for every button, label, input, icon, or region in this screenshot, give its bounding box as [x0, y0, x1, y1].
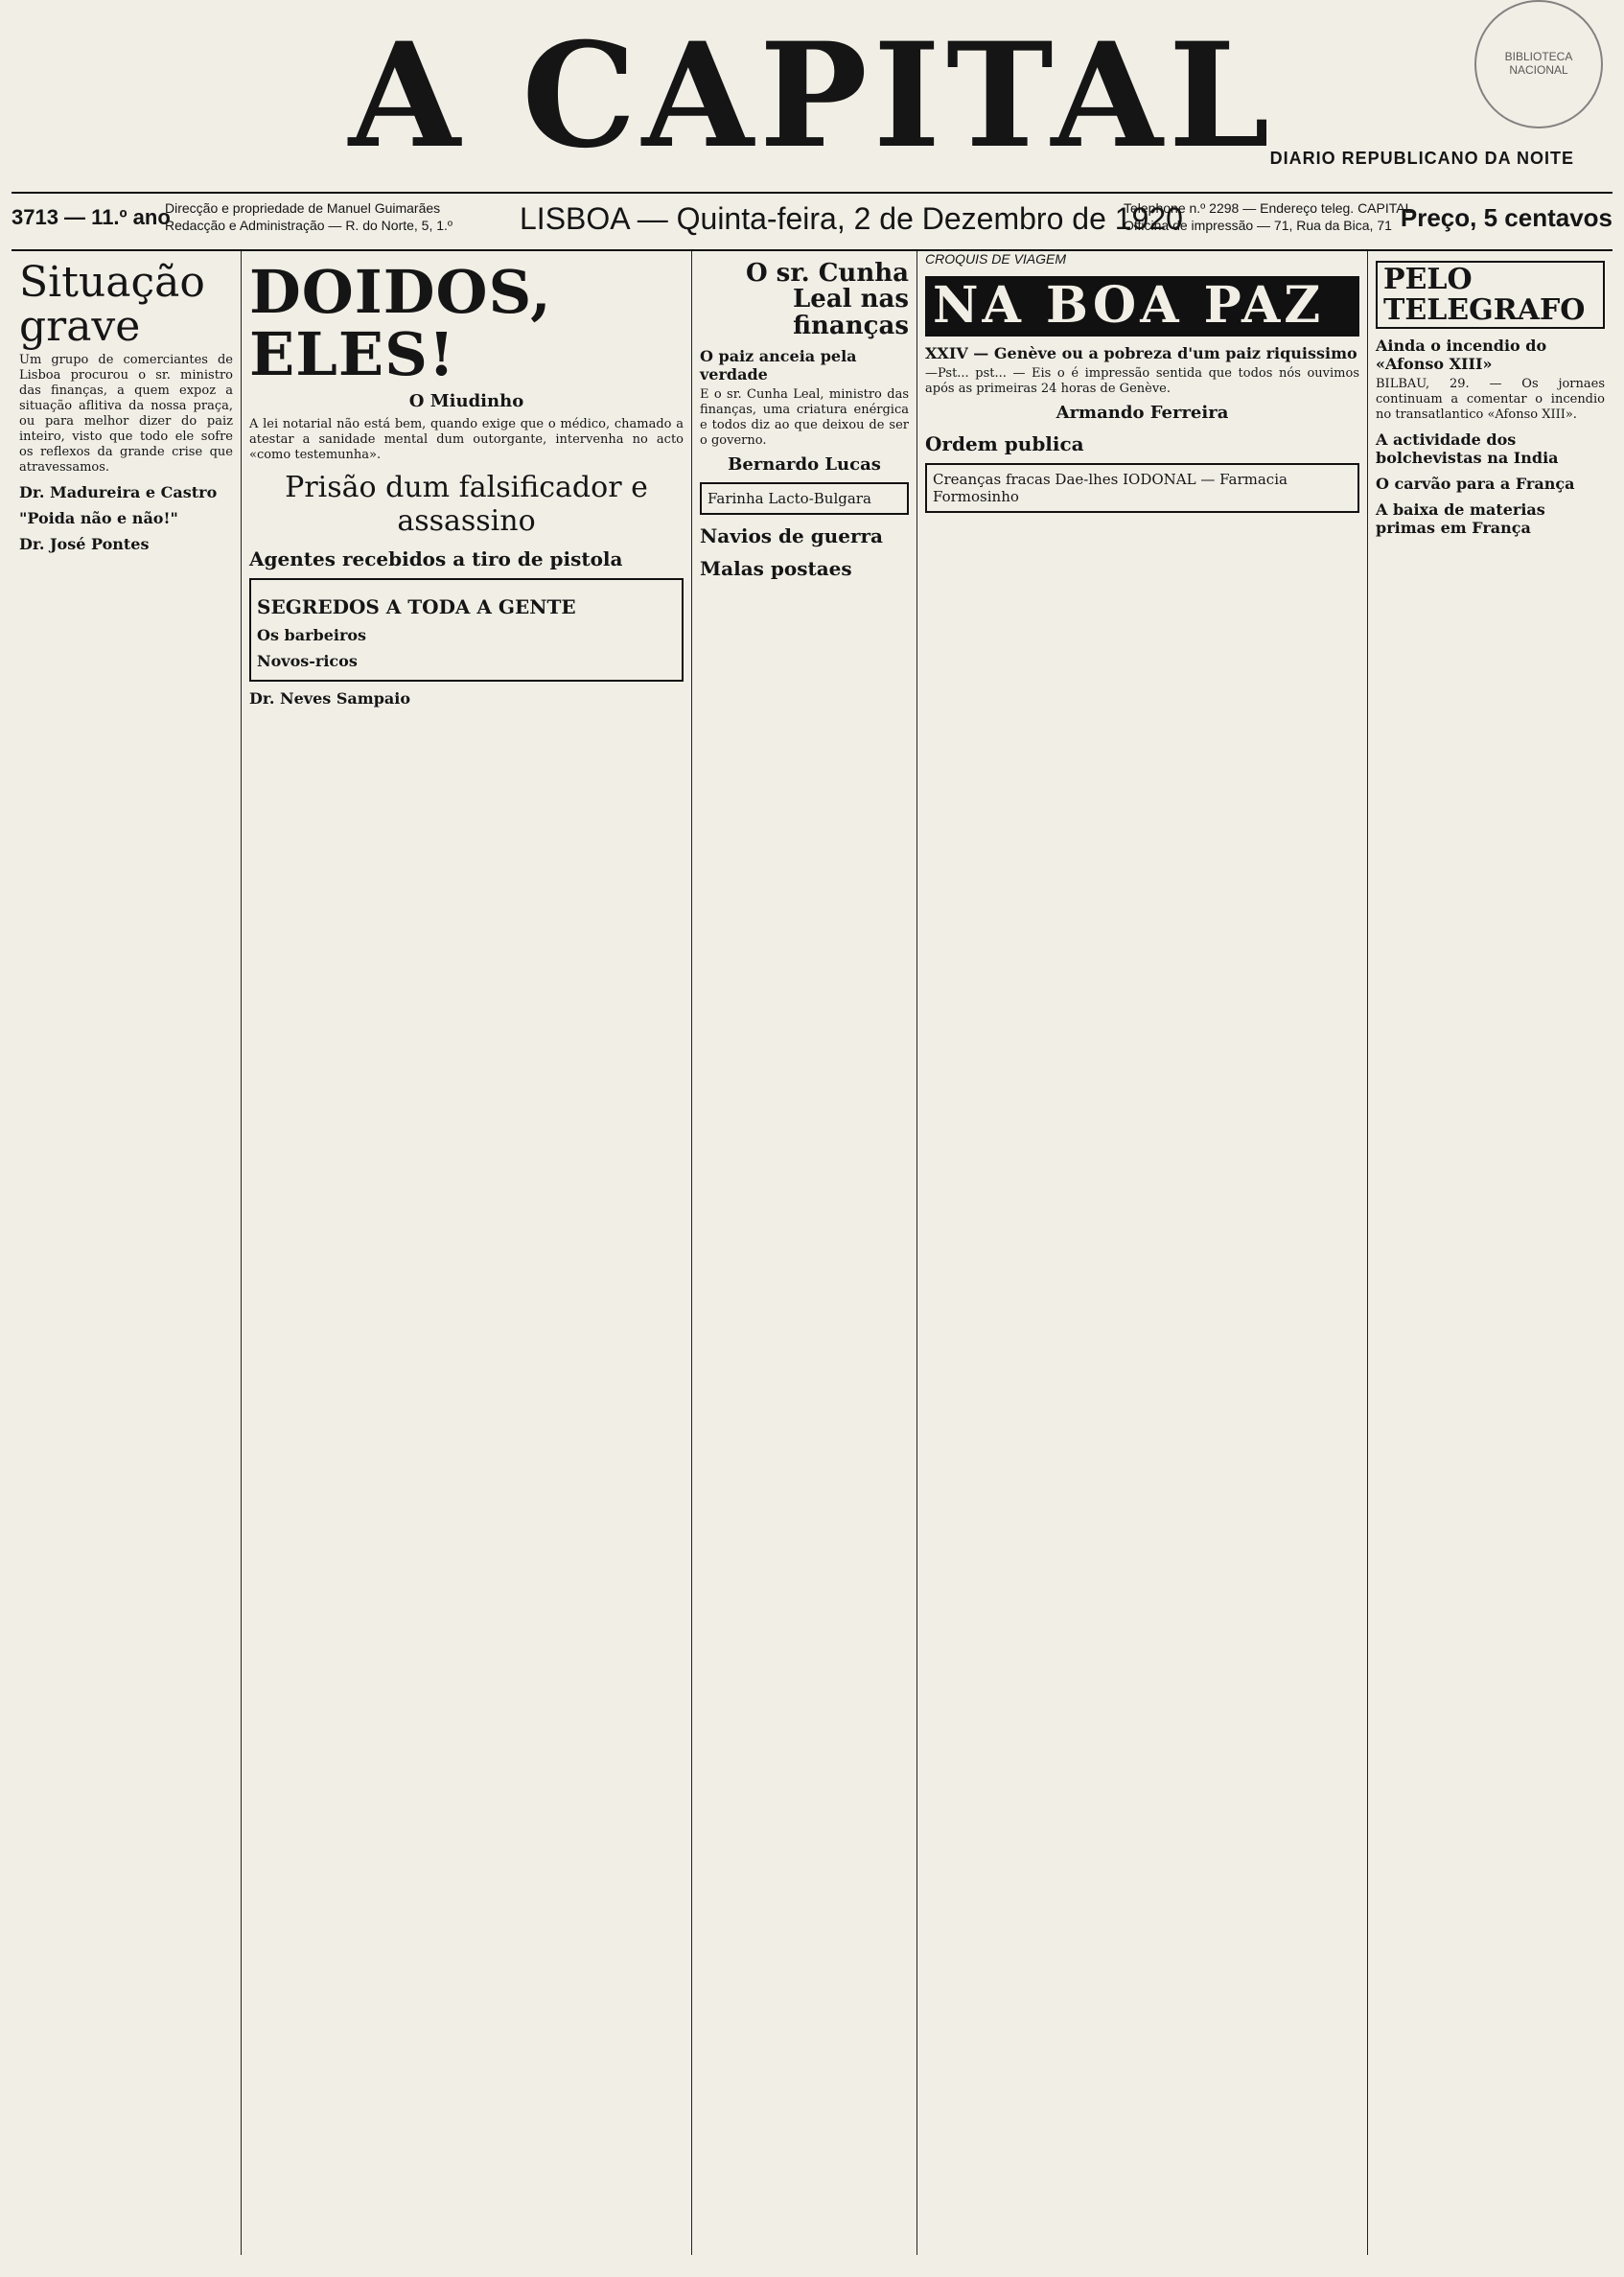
- issue-number: 3713 — 11.º ano: [12, 205, 171, 229]
- headline-doidos: DOIDOS, ELES!: [249, 257, 552, 390]
- newspaper-subtitle: DIARIO REPUBLICANO DA NOITE: [1269, 149, 1574, 168]
- column-3: [692, 251, 917, 2255]
- price: Preço, 5 centavos: [1400, 203, 1612, 232]
- footer-neves: Dr. Neves Sampaio: [249, 689, 410, 709]
- masthead: [12, 0, 1612, 194]
- telephone-line: Telephone n.º 2298 — Endereço teleg. CAPITAL: [1124, 200, 1413, 216]
- headline-cunha-leal: O sr. Cunha Leal nas finanças: [745, 259, 909, 340]
- byline-bernardo: Bernardo Lucas: [728, 453, 881, 475]
- column-5: [1368, 251, 1612, 2255]
- section-madureira: Dr. Madureira e Castro: [19, 483, 218, 502]
- contact-info: [1124, 199, 1412, 234]
- section-navios: Navios de guerra: [700, 523, 883, 547]
- headline-boa-paz: NA BOA PAZ: [925, 276, 1359, 337]
- section-ordem-publica: Ordem publica: [925, 431, 1084, 455]
- byline-miudinho: O Miudinho: [408, 391, 524, 412]
- subhead-agentes: Agentes recebidos a tiro de pistola: [249, 547, 623, 571]
- section-incendio: Ainda o incendio do «Afonso XIII»: [1376, 337, 1547, 373]
- box-title: SEGREDOS A TODA A GENTE: [257, 595, 576, 619]
- columns: [12, 251, 1612, 2265]
- ad-creancas: Creanças fracas Dae-lhes IODONAL — Farmacia Formosinho: [925, 463, 1359, 513]
- footer-pontes: Dr. José Pontes: [19, 535, 150, 554]
- article-body: A lei notarial não está bem, quando exige que o médico, chamado a atestar a sanidade mental dum outorgante, intervenha no acto «como testemunha».: [249, 417, 684, 463]
- section-carvao: O carvão para a França: [1376, 475, 1575, 493]
- section-poida: "Poida não e não!": [19, 509, 178, 528]
- box-sub-novos-ricos: Novos-ricos: [257, 652, 358, 671]
- issue-date: LISBOA — Quinta-feira, 2 de Dezembro de 1920: [520, 201, 1183, 236]
- column-2: [242, 251, 692, 2255]
- redaction-line: Redacção e Administração — R. do Norte, 5, 1.º: [165, 218, 453, 233]
- section-bolchevistas: A actividade dos bolchevistas na India: [1376, 430, 1559, 467]
- headline-situacao: Situação grave: [19, 258, 205, 352]
- ad-farinha: Farinha Lacto-Bulgara: [700, 482, 909, 515]
- headline-telegrafo: PELO TELEGRAFO: [1376, 261, 1605, 329]
- stamp-text: BIBLIOTECA NACIONAL: [1504, 50, 1573, 77]
- library-stamp-icon: [1474, 0, 1603, 128]
- direction-info: [165, 199, 452, 234]
- column-1: [12, 251, 242, 2255]
- subhead-geneve: XXIV — Genève ou a pobreza d'um paiz riquissimo: [925, 343, 1357, 362]
- newspaper-title: A CAPITAL: [348, 12, 1276, 180]
- section-materias: A baixa de materias primas em França: [1376, 500, 1545, 537]
- article-body: Um grupo de comerciantes de Lisboa procurou o sr. ministro das finanças, a quem expoz a situação aflitiva da nossa praça, ou para melhor dizer do paiz inteiro, visto que todo ele sofre os reflexos da grande crise que atravessamos.: [19, 353, 233, 476]
- oficina-line: Officina de impressão — 71, Rua da Bica, 71: [1124, 218, 1392, 233]
- kicker-croquis: CROQUIS DE VIAGEM: [925, 251, 1067, 267]
- headline-prisao: Prisão dum falsificador e assassino: [285, 471, 648, 539]
- direction-line: Direcção e propriedade de Manuel Guimarães: [165, 200, 441, 216]
- article-body: BILBAU, 29. — Os jornaes continuam a comentar o incendio no transatlantico «Afonso XIII».: [1376, 377, 1605, 422]
- box-segredos: [249, 578, 684, 682]
- section-malas: Malas postaes: [700, 556, 852, 580]
- info-bar: [12, 192, 1612, 251]
- byline-armando: Armando Ferreira: [1056, 402, 1229, 423]
- section-paiz: O paiz anceia pela verdade: [700, 346, 857, 383]
- column-4: [917, 251, 1368, 2255]
- box-sub-barbeiros: Os barbeiros: [257, 626, 367, 645]
- article-body: —Pst... pst... — Eis o é impressão sentida que todos nós ouvimos após as primeiras 24 horas de Genève.: [925, 365, 1359, 396]
- article-body: E o sr. Cunha Leal, ministro das finanças, uma criatura enérgica e todos diz ao que deixou de ser o governo.: [700, 386, 909, 448]
